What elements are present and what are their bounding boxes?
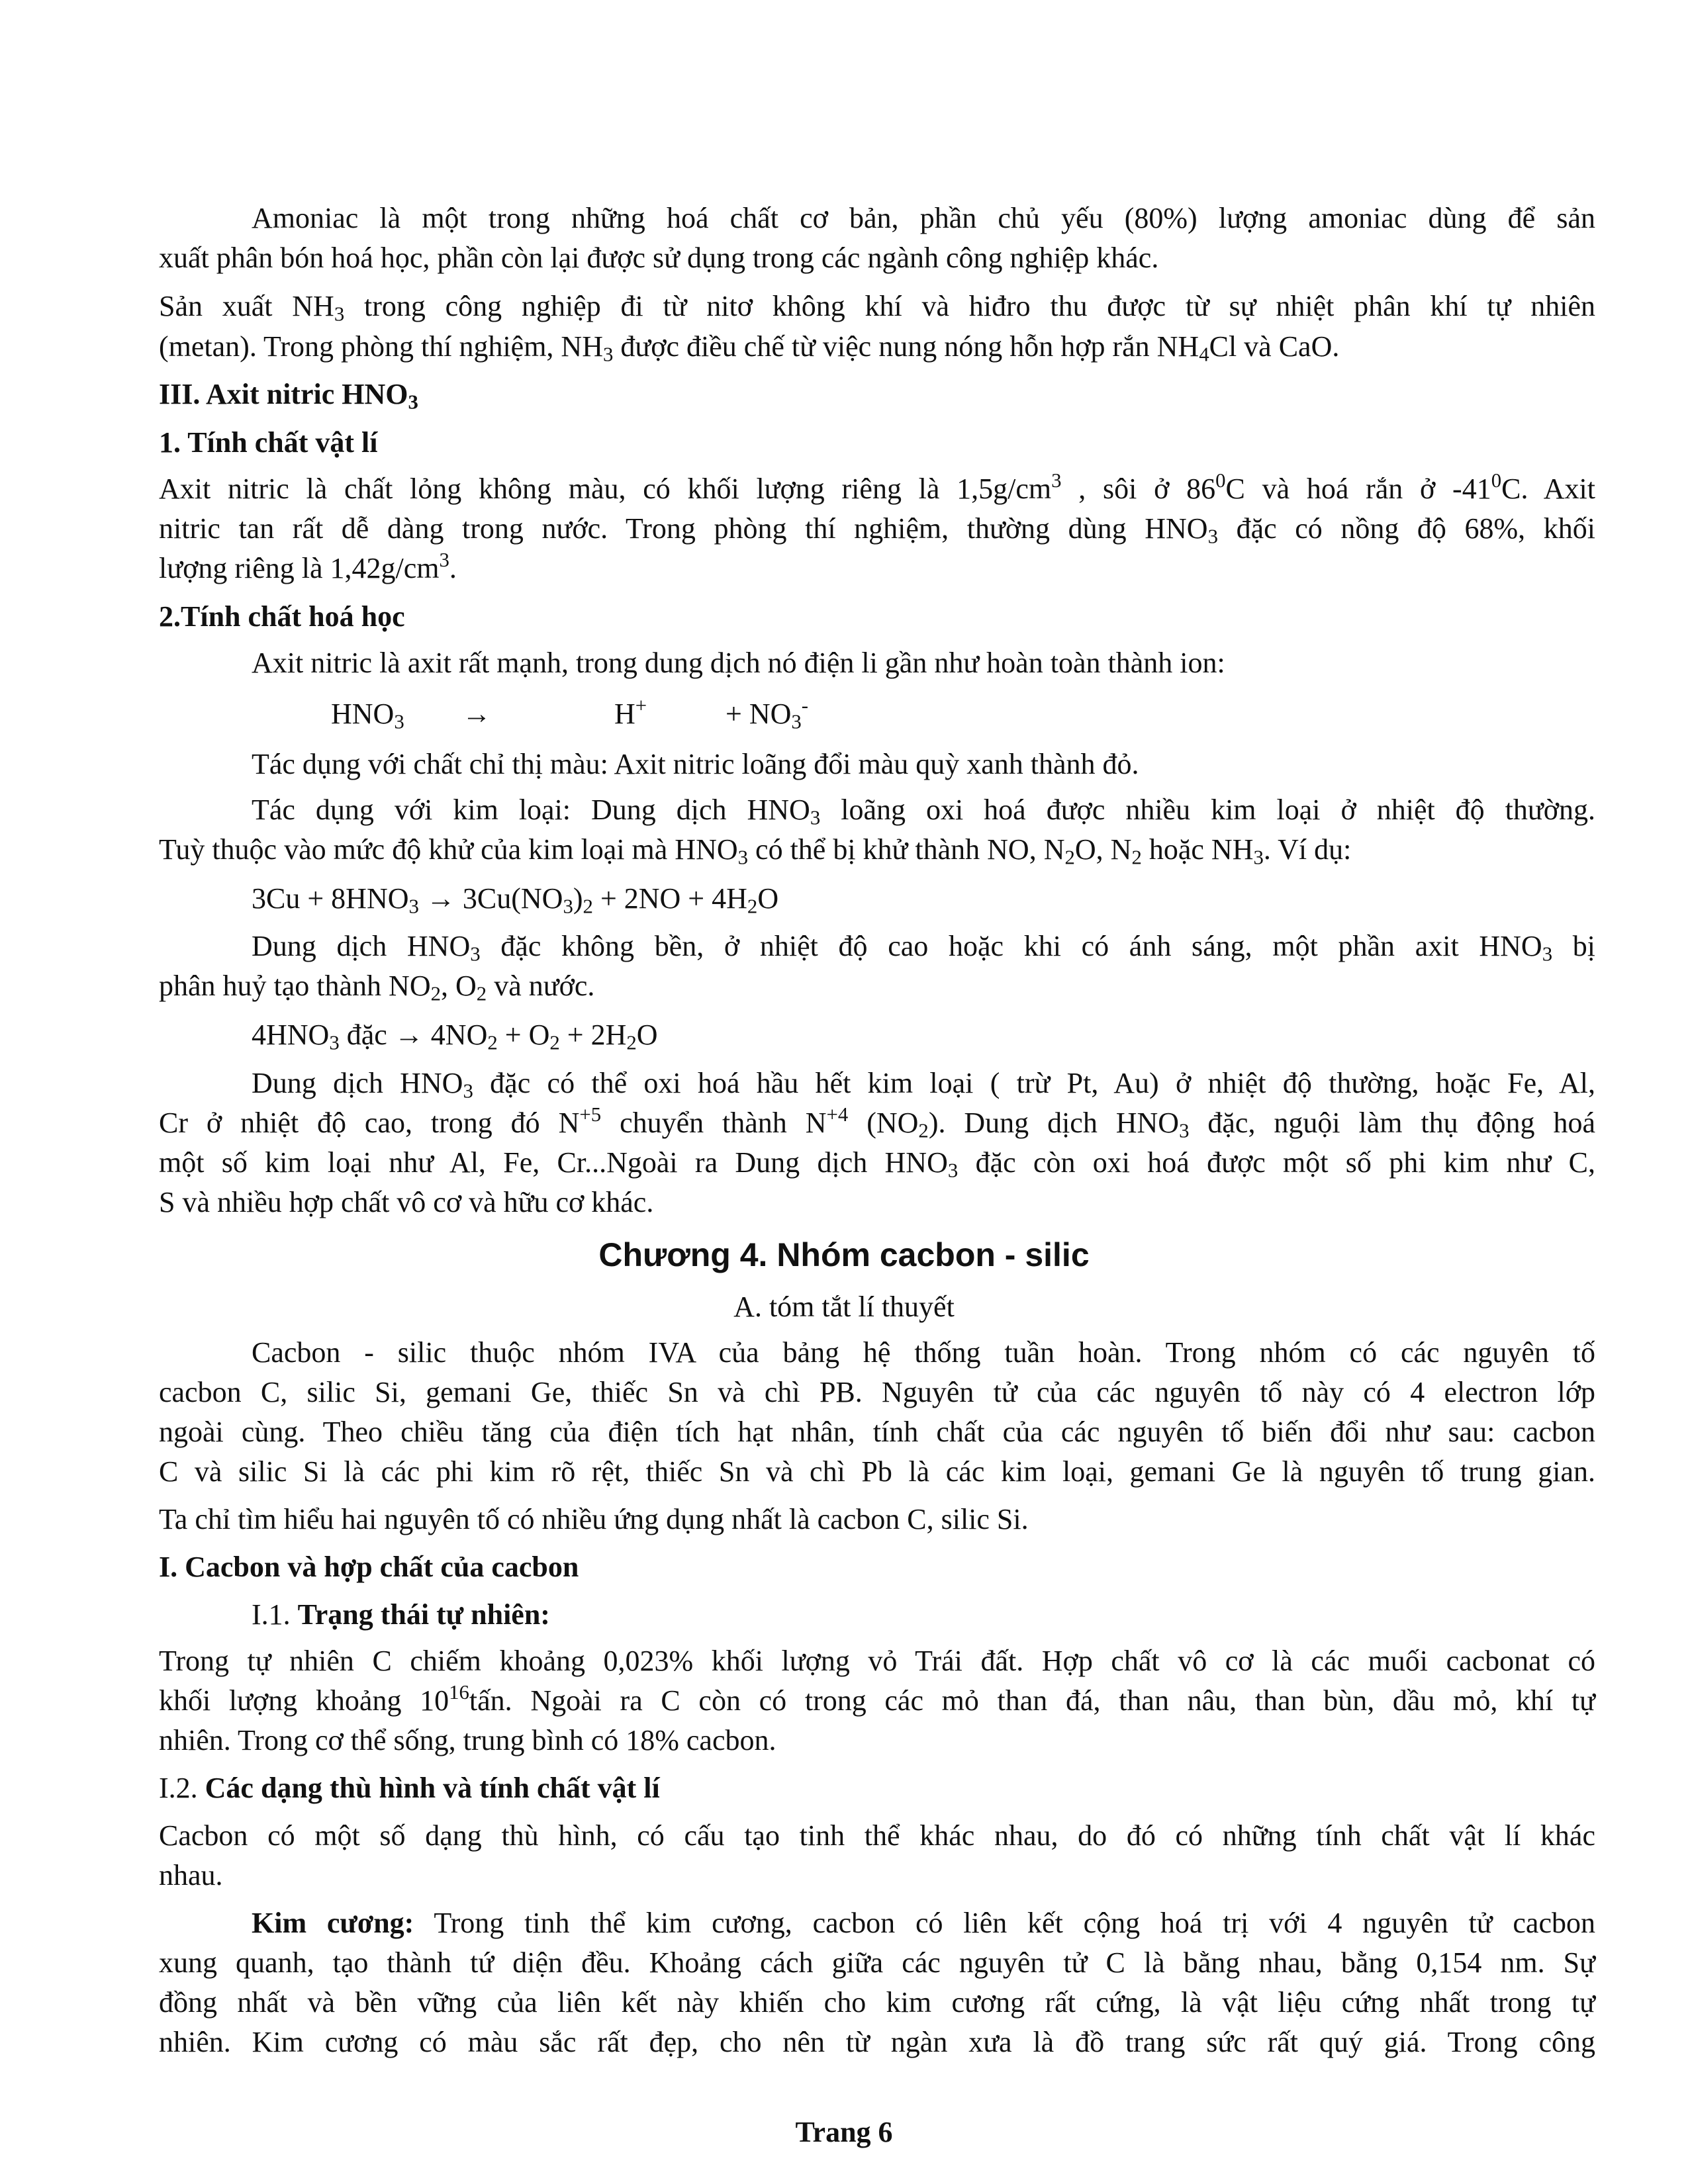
arrow-icon: → <box>462 698 491 730</box>
page-number: Trang 6 <box>795 2116 893 2148</box>
paragraph-line: Dung dịch $HNO_3$ đặc không bền, ở nhiệt độ cao hoặc khi có ánh sáng, một phần axit $HNO_3$ bị <box>252 930 1595 966</box>
paragraph-line: lượng riêng là $1,42g/cm^3$. <box>159 549 457 584</box>
paragraph-line: Tác dụng với chất chỉ thị màu: Axit nitric loãng đổi màu quỳ xanh thành đỏ. <box>252 748 1139 780</box>
paragraph-line: nhau. <box>159 1859 223 1891</box>
paragraph-line: Ta chỉ tìm hiểu hai nguyên tố có nhiều ứng dụng nhất là cacbon C, silic Si. <box>159 1503 1029 1535</box>
section-heading: I. Cacbon và hợp chất của cacbon <box>159 1551 579 1583</box>
paragraph-line: Tác dụng với kim loại: Dung dịch $HNO_3$ loãng oxi hoá được nhiều kim loại ở nhiệt độ thường. <box>252 794 1596 829</box>
paragraph-line: Amoniac là một trong những hoá chất cơ bản, phần chủ yếu (80%) lượng amoniac dùng để sản <box>252 202 1595 234</box>
paragraph-line: Cacbon - silic thuộc nhóm IVA của bảng hệ thống tuần hoàn. Trong nhóm có các nguyên tố <box>252 1336 1595 1369</box>
equation-term: H+ <box>614 694 647 730</box>
paragraph-line: nitric tan rất dễ dàng trong nước. Trong phòng thí nghiệm, thường dùng $HNO_3$ đặc có nồng độ 68%, khối <box>159 512 1595 548</box>
equation-term: + $NO_3^-$ <box>726 694 809 733</box>
equation-term: $HNO_3$ <box>331 698 404 733</box>
paragraph-line: xuất phân bón hoá học, phần còn lại được sử dụng trong các ngành công nghiệp khác. <box>159 242 1159 274</box>
paragraph-line: Sản xuất $NH_3$ trong công nghiệp đi từ nitơ không khí và hiđro thu được từ sự nhiệt phân khí tự nhiên <box>159 290 1596 326</box>
paragraph-line: Cr ở nhiệt độ cao, trong đó $N^{+5}$ chuyển thành $N^{+4}$ $(NO_2)$. Dung dịch $HNO_3$ đặc, nguội làm thụ động hoá <box>159 1103 1595 1142</box>
section-heading: III. Axit nitric $HNO_3$ <box>159 378 418 414</box>
subsection-heading: 2.Tính chất hoá học <box>159 600 405 633</box>
paragraph-line: Cacbon có một số dạng thù hình, có cấu tạo tinh thể khác nhau, do đó có những tính chất vật lí khác <box>159 1819 1595 1852</box>
paragraph-line: Axit nitric là axit rất mạnh, trong dung dịch nó điện li gần như hoàn toàn thành ion: <box>252 647 1225 679</box>
paragraph-line: cacbon C, silic Si, gemani Ge, thiếc Sn và chì PB. Nguyên tử của các nguyên tố này có 4 electron lớp <box>159 1376 1595 1408</box>
paragraph-line: phân huỷ tạo thành $NO_2$, $O_2$ và nước. <box>159 970 595 1005</box>
subsection-heading: 1. Tính chất vật lí <box>159 426 378 459</box>
paragraph-line: C và silic Si là các phi kim rõ rệt, thiếc Sn và chì Pb là các kim loại, gemani Ge là nguyên tố trung gian. <box>159 1455 1595 1488</box>
subsection-heading: I.2. Các dạng thù hình và tính chất vật lí <box>159 1772 660 1804</box>
equation-decomposition: $4HNO_3$ đặc → $4NO_2 + O_2 + 2H_2O$ <box>252 1019 658 1054</box>
paragraph-line: Kim cương: Trong tinh thể kim cương, cacbon có liên kết cộng hoá trị với 4 nguyên tử cacbon <box>252 1907 1595 1939</box>
paragraph-line: đồng nhất và bền vững của liên kết này khiến cho kim cương rất cứng, là vật liệu cứng nhất trong tự <box>159 1986 1595 2019</box>
paragraph-line: S và nhiều hợp chất vô cơ và hữu cơ khác. <box>159 1186 654 1218</box>
paragraph-line: Dung dịch $HNO_3$ đặc có thể oxi hoá hầu hết kim loại ( trừ Pt, Au) ở nhiệt độ thường, hoặc Fe, Al, <box>252 1067 1595 1103</box>
paragraph-line: nhiên. Trong cơ thể sống, trung bình có 18% cacbon. <box>159 1724 776 1756</box>
paragraph-line: Tuỳ thuộc vào mức độ khử của kim loại mà $HNO_3$ có thể bị khử thành NO, $N_2O$, $N_2$ hoặc $NH_3$. Ví dụ: <box>159 833 1352 869</box>
chapter-subtitle: A. tóm tắt lí thuyết <box>733 1291 955 1323</box>
paragraph-line: ngoài cùng. Theo chiều tăng của điện tích hạt nhân, tính chất của các nguyên tố biến đổi như sau: cacbon <box>159 1416 1595 1448</box>
paragraph-line: Trong tự nhiên C chiếm khoảng 0,023% khối lượng vỏ Trái đất. Hợp chất vô cơ là các muối cacbonat có <box>159 1645 1595 1677</box>
paragraph-line: (metan). Trong phòng thí nghiệm, $NH_3$ được điều chế từ việc nung nóng hỗn hợp rắn $NH_4Cl$ và CaO. <box>159 330 1340 366</box>
subsection-heading: I.1. Trạng thái tự nhiên: <box>252 1598 550 1631</box>
paragraph-line: xung quanh, tạo thành tứ diện đều. Khoảng cách giữa các nguyên tử C là bằng nhau, bằng 0,154 nm. Sự <box>159 1946 1595 1979</box>
chapter-title: Chương 4. Nhóm cacbon - silic <box>598 1236 1090 1273</box>
paragraph-line: nhiên. Kim cương có màu sắc rất đẹp, cho nên từ ngàn xưa là đồ trang sức rất quý giá. Trong công <box>159 2026 1595 2058</box>
paragraph-line: khối lượng khoảng $10^{16}tấn$. Ngoài ra C còn có trong các mỏ than đá, than nâu, than bùn, dầu mỏ, khí tự <box>159 1681 1596 1717</box>
paragraph-line: Axit nitric là chất lỏng không màu, có khối lượng riêng là $1,5g/cm^3$ , sôi ở $86^0C$ và hoá rắn ở $-41^0C$. Axit <box>159 469 1595 505</box>
equation-copper: $3Cu + 8HNO_3 \to 3Cu(NO_3)_2 + 2NO + 4H_2O$ <box>252 882 779 918</box>
paragraph-line: một số kim loại như Al, Fe, Cr...Ngoài ra Dung dịch $HNO_3$ đặc còn oxi hoá được một số phi kim như C, <box>159 1146 1595 1182</box>
